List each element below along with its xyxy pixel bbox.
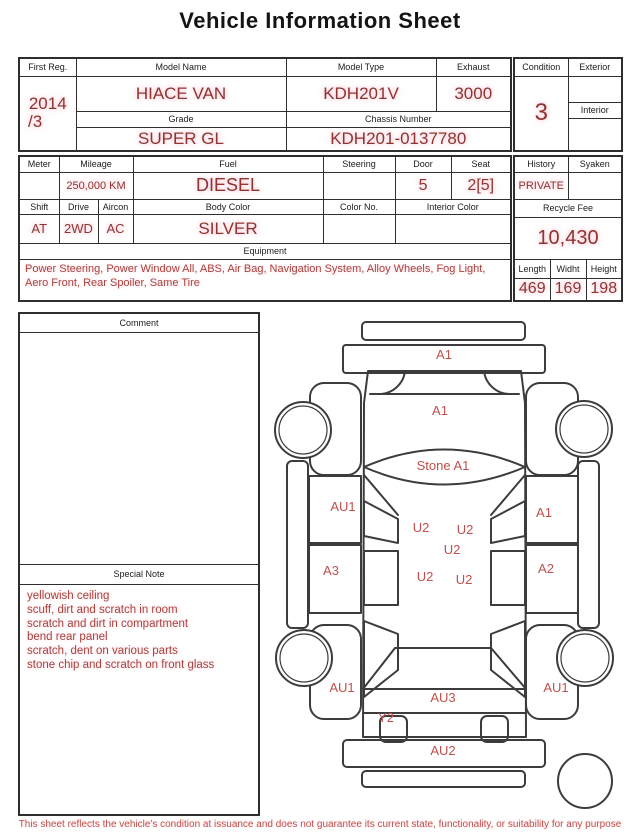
history-fee-box — [513, 155, 623, 302]
syaken-value — [568, 172, 622, 199]
special-note-line: yellowish ceiling — [27, 590, 110, 602]
grade-value: SUPER GL — [76, 127, 286, 151]
right-front-window — [491, 501, 525, 543]
exterior-label: Exterior — [568, 58, 622, 76]
special-note-line: scuff, dirt and scratch in room — [27, 603, 178, 616]
vehicle-damage-diagram — [268, 303, 640, 815]
damage-label-roof-5: U2 — [455, 572, 473, 587]
comment-label: Comment — [20, 314, 258, 333]
damage-label-windshield: Stone A1 — [416, 458, 470, 473]
front-trim — [362, 322, 525, 340]
left-slide-window — [364, 551, 398, 605]
vehicle-identity-table — [18, 57, 512, 152]
history-label: History — [514, 156, 568, 172]
damage-label-left-front-door: AU1 — [330, 499, 356, 514]
page-title: Vehicle Information Sheet — [179, 8, 461, 33]
rear-window — [363, 648, 526, 689]
width-value: 169 — [550, 278, 586, 301]
damage-label-rear-gate: AU3 — [430, 690, 456, 705]
height-value: 198 — [586, 278, 622, 301]
width-label: Widht — [550, 259, 586, 278]
drive-label: Drive — [59, 199, 98, 214]
model-type-label: Model Type — [286, 58, 436, 76]
vehicle-details-table — [18, 155, 512, 302]
grade-label: Grade — [76, 111, 286, 127]
footer-disclaimer: This sheet reflects the vehicle's condition at issuance and does not guarantee its current state, functionality, or suitability for any purpose — [18, 819, 622, 830]
right-rear-quarter-panel — [526, 545, 578, 613]
right-slide-window — [491, 551, 525, 605]
front-right-wheel — [556, 401, 612, 457]
drive-value: 2WD — [59, 214, 98, 243]
comment-area — [20, 333, 258, 564]
mileage-label: Mileage — [59, 156, 133, 172]
left-rocker-panel — [287, 461, 308, 628]
seat-value: 2[5] — [451, 172, 511, 199]
special-note-line: scratch, dent on various parts — [27, 645, 178, 658]
damage-label-rear-left-lamp: Y2 — [378, 710, 394, 725]
damage-label-front-panel: A1 — [432, 403, 448, 418]
equipment-value: Power Steering, Power Window All, ABS, Air Bag, Navigation System, Alloy Wheels, Fog Light, Aero Front, Rear Spoiler, Same Tire — [19, 259, 511, 301]
comment-note-box — [18, 312, 260, 816]
right-rocker-panel — [578, 461, 599, 628]
exterior-value — [568, 76, 622, 102]
damage-label-right-rear-fender: AU1 — [543, 680, 569, 695]
length-value: 469 — [514, 278, 550, 301]
seat-label: Seat — [451, 156, 511, 172]
color-no-value — [323, 214, 395, 243]
damage-label-rear-bumper: AU2 — [430, 743, 456, 758]
condition-box — [513, 57, 623, 152]
damage-label-front-bumper: A1 — [436, 347, 452, 362]
aircon-label: Aircon — [98, 199, 133, 214]
damage-label-left-rear-fender: AU1 — [329, 680, 355, 695]
damage-label-right-front-door: A1 — [536, 505, 552, 520]
first-reg-value — [19, 76, 76, 151]
shift-value: AT — [19, 214, 59, 243]
equipment-label: Equipment — [19, 243, 511, 259]
rear-right-wheel — [557, 630, 613, 686]
damage-label-roof-4: U2 — [416, 569, 434, 584]
damage-label-right-rear-panel: A2 — [538, 561, 554, 576]
special-note-text — [20, 585, 258, 678]
recycle-fee-value: 10,430 — [514, 217, 622, 259]
rear-left-wheel — [276, 630, 332, 686]
damage-label-roof-1: U2 — [412, 520, 430, 535]
special-note-line: scratch and dirt in compartment — [27, 617, 189, 630]
mileage-value: 250,000 KM — [59, 172, 133, 199]
rear-trim — [362, 771, 525, 787]
steering-value — [323, 172, 395, 199]
syaken-label: Syaken — [568, 156, 622, 172]
body-color-label: Body Color — [133, 199, 323, 214]
damage-label-left-slide-door: A3 — [323, 563, 339, 578]
spare-tire — [558, 754, 612, 808]
first-reg-month: /3 — [28, 112, 43, 132]
damage-label-roof-2: U2 — [456, 522, 474, 537]
left-wheel-hump — [379, 371, 405, 394]
left-slide-door-panel — [309, 545, 361, 613]
chassis-number-label: Chassis Number — [286, 111, 511, 127]
model-name-value: HIACE VAN — [76, 76, 286, 111]
condition-label: Condition — [514, 58, 568, 76]
color-no-label: Color No. — [323, 199, 395, 214]
chassis-number-value: KDH201-0137780 — [286, 127, 511, 151]
exhaust-value: 3000 — [436, 76, 511, 111]
interior-label: Interior — [568, 102, 622, 118]
first-reg-year: 2014 — [28, 94, 67, 114]
model-name-label: Model Name — [76, 58, 286, 76]
special-note-line: bend rear panel — [27, 631, 108, 644]
right-wheel-hump — [484, 371, 510, 394]
fuel-label: Fuel — [133, 156, 323, 172]
exhaust-label: Exhaust — [436, 58, 511, 76]
first-reg-label: First Reg. — [19, 58, 76, 76]
height-label: Height — [586, 259, 622, 278]
right-front-door-panel — [526, 476, 578, 543]
steering-label: Steering — [323, 156, 395, 172]
interior-color-label: Interior Color — [395, 199, 511, 214]
condition-value: 3 — [514, 76, 568, 151]
aircon-value: AC — [98, 214, 133, 243]
left-front-window — [364, 501, 398, 543]
meter-value — [19, 172, 59, 199]
model-type-value: KDH201V — [286, 76, 436, 111]
history-value: PRIVATE — [514, 172, 568, 199]
comment-box-empty-space — [20, 678, 258, 814]
recycle-fee-label: Recycle Fee — [514, 199, 622, 217]
meter-label: Meter — [19, 156, 59, 172]
damage-label-roof-3: U2 — [443, 542, 461, 557]
right-quarter-window — [491, 621, 525, 697]
door-label: Door — [395, 156, 451, 172]
rear-right-lamp — [481, 716, 508, 742]
front-left-wheel — [275, 402, 331, 458]
special-note-label: Special Note — [20, 564, 258, 585]
interior-value — [568, 118, 622, 151]
special-note-line: stone chip and scratch on front glass — [27, 658, 215, 671]
length-label: Length — [514, 259, 550, 278]
left-quarter-window — [364, 621, 398, 697]
shift-label: Shift — [19, 199, 59, 214]
fuel-value: DIESEL — [133, 172, 323, 199]
interior-color-value — [395, 214, 511, 243]
body-color-value: SILVER — [133, 214, 323, 243]
door-value: 5 — [395, 172, 451, 199]
